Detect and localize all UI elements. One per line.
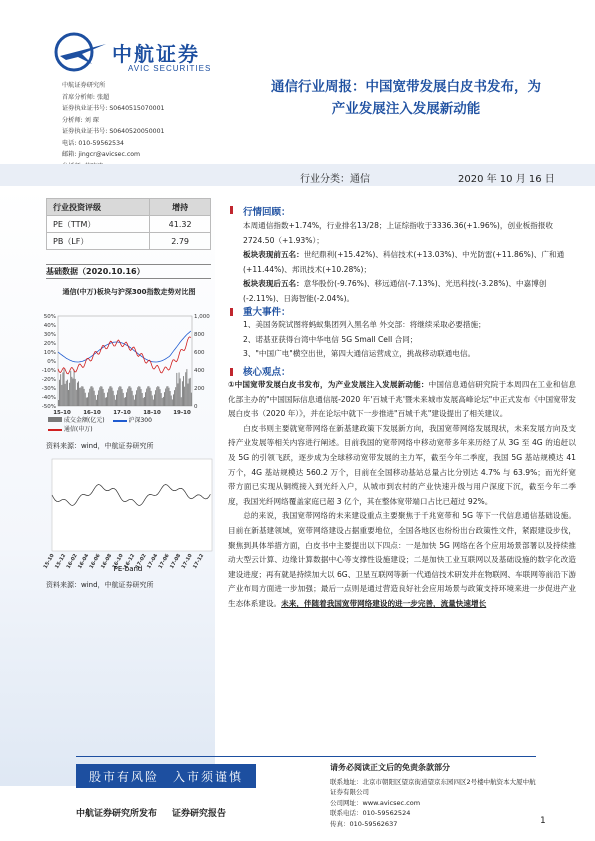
volume-bar (152, 395, 153, 406)
volume-bar (112, 388, 113, 406)
rating-table (46, 198, 211, 250)
y-tick-label: -10% (41, 368, 56, 374)
volume-bar (179, 373, 180, 406)
contact-line: 中航证券研究所 (62, 82, 106, 89)
x-tick-label: 17-08 (169, 553, 183, 570)
x-tick-label: 16-10 (111, 553, 125, 570)
volume-bar (146, 389, 147, 406)
top-five-text: 世纪鼎利(+15.42%)、科信技术(+13.03%)、中光防雷(+11.86%)、广和通(+11.44%)、邦讯技术(+10.28%)； (243, 250, 565, 274)
volume-bar (105, 398, 106, 406)
volume-bar (138, 386, 139, 406)
volume-bar (153, 400, 154, 406)
volume-bar (170, 391, 171, 406)
volume-bar (77, 383, 78, 406)
volume-bar (93, 388, 94, 406)
title-line: 产业发展注入发展新动能 (331, 101, 481, 117)
contact-line: 分析师: 刘 琛 (62, 116, 99, 124)
x-tick-label: 16-04 (77, 553, 91, 570)
volume-bar (125, 397, 126, 406)
volume-bar (167, 386, 168, 406)
volume-bar (135, 395, 136, 406)
volume-bar (164, 392, 165, 406)
x-tick-label: 17-06 (157, 553, 171, 570)
x-tick-label: 17-10 (180, 553, 194, 570)
volume-bar (103, 389, 104, 406)
chart1-legend (48, 415, 218, 433)
x-tick-label: 15-10 (42, 553, 56, 570)
paragraph-head: ①中国宽带发展白皮书发布，为产业发展注入发展新动能： (228, 380, 429, 389)
volume-bar (96, 400, 97, 406)
volume-bar (176, 373, 177, 406)
report-date: 2020 年 10 月 16 日 (458, 174, 555, 185)
y-tick-label: 50% (43, 314, 56, 320)
page-number: 1 (540, 816, 546, 826)
volume-bar (180, 378, 181, 406)
volume-bar (90, 386, 91, 406)
volume-bar (58, 400, 59, 406)
volume-bar (106, 397, 107, 406)
volume-bar (92, 386, 93, 406)
volume-bar (127, 389, 128, 406)
volume-bar (144, 397, 145, 406)
event-item: 1、美国务院试图将蚂蚁集团列入黑名单 外交部：将继续采取必要措施； (243, 320, 486, 329)
volume-bar (100, 386, 101, 406)
volume-bar (73, 379, 74, 406)
contact-line: 证券执业证书号: S0640515070001 (62, 105, 165, 112)
volume-bar (150, 388, 151, 406)
chart2-source: 资料来源：wind，中航证券研究所 (46, 581, 154, 589)
volume-bar (172, 399, 173, 406)
x-tick-label: 16-02 (65, 553, 79, 570)
events-heading: 重大事件： (243, 307, 291, 318)
volume-bar (123, 393, 124, 406)
avic-logo-icon (52, 30, 112, 74)
contact-line: 证券执业证书号: S0640520050001 (62, 128, 165, 135)
y-tick-label: 20% (43, 341, 56, 347)
paragraph (228, 378, 576, 422)
volume-bar (95, 395, 96, 406)
volume-bar (113, 391, 114, 406)
volume-bar (157, 386, 158, 406)
volume-bar (84, 389, 85, 406)
y-tick-label: 10% (43, 350, 56, 356)
pe-band-chart (40, 455, 216, 575)
x-tick-label: 15-10 (53, 410, 71, 416)
rating-header-label: 行业投资评级 (47, 199, 150, 216)
volume-bar (161, 393, 162, 406)
volume-bar (177, 383, 178, 406)
paragraph-body: 中国信息通信研究院于本周四在工业和信息化部主办的"中国国际信息通信展-2020 年'百城千兆'暨未来城市发展高峰论坛"中正式发布《中国宽带发展白皮书（2020 年）》，并在论坛中就下一步推进"百城千兆"建设提出了相关建议。 (228, 380, 576, 419)
volume-bar (147, 386, 148, 406)
y2-tick-label: 0 (194, 404, 198, 410)
footer-divider (76, 756, 536, 757)
y-tick-label: -50% (41, 404, 56, 410)
volume-bar (66, 381, 67, 406)
legend-volume: 成交金额(亿元) (63, 417, 105, 424)
report-type: 证券研究报告 (172, 809, 227, 819)
volume-bar (79, 388, 80, 406)
volume-bar (109, 386, 110, 406)
paragraph: 白皮书则主要就宽带网络在新基建政策下发展新方向，我国宽带网络发展现状，未来发展方向及支持产业发展等相关内容进行阐述。目前我国的宽带网络中移动宽带多年来历经了从 3G 至 4G 的追赶以及 5G 的引领飞跃，逐步成为全球移动宽带发展的主力军，截至今年二季度，我国 5G 基站规模达 41 万个，4G 基站规模达 560.2 万个，目前在全国移动基站总量占比分别达 4.7% 与 63.9%；而光纤宽带方面已实现从铜缆接入到光纤入户，从城市到农村的产业快速升级与用户深度下沉，截至今年二季度，我国光纤网络覆盖家庭已超 3 亿个，其在整体宽带端口占比已超过 92%。 (228, 423, 576, 506)
volume-bar (189, 379, 190, 406)
volume-bar (186, 369, 187, 406)
volume-bar (115, 400, 116, 406)
volume-bar (104, 393, 105, 406)
y-tick-label: -30% (41, 386, 56, 392)
volume-bar (116, 395, 117, 406)
volume-bar (62, 372, 63, 406)
volume-bar (71, 377, 72, 406)
volume-bar (159, 387, 160, 406)
event-item: 3、"中国广电"横空出世，第四大通信运营成立，挑战移动联通电信。 (243, 349, 476, 359)
brand-name-cn: 中航证券 (112, 42, 200, 66)
volume-bar (99, 387, 100, 406)
basic-data-heading: 基础数据（2020.10.16） (46, 264, 211, 279)
rating-header-value: 增持 (150, 199, 211, 216)
y2-tick-label: 1,000 (194, 314, 210, 320)
volume-bar (142, 393, 143, 406)
volume-bar (102, 387, 103, 406)
footer-address: 联系地址：北京市朝阳区望京街道望京东园四区2号楼中航资本大厦中航证券有限公司 (330, 777, 536, 796)
y-tick-label: -40% (41, 395, 56, 401)
y-tick-label: -20% (41, 377, 56, 383)
volume-bar (122, 389, 123, 406)
volume-bar (171, 395, 172, 406)
section-marker (230, 308, 233, 316)
volume-bar (133, 395, 134, 406)
y-tick-label: 0% (47, 359, 56, 365)
telecom-line (58, 337, 191, 374)
volume-bar (141, 389, 142, 406)
volume-bar (156, 387, 157, 406)
publisher: 中航证券研究所发布 (76, 809, 158, 819)
volume-bar (126, 392, 127, 406)
volume-bar (145, 392, 146, 406)
volume-bar (69, 383, 70, 406)
volume-bar (136, 390, 137, 406)
volume-bar (162, 398, 163, 406)
footer-fax: 传真：010-59562637 (330, 819, 398, 828)
x-tick-label: 17-12 (192, 553, 206, 570)
volume-bar (114, 395, 115, 406)
core-text (228, 378, 576, 612)
volume-bar (175, 387, 176, 406)
volume-bar (118, 387, 119, 406)
sector-label: 行业分类：通信 (300, 174, 370, 185)
volume-bar (169, 388, 170, 406)
volume-bar (184, 387, 185, 406)
rating-row-value: 41.32 (150, 216, 211, 233)
volume-bar (148, 386, 149, 406)
volume-bar (137, 387, 138, 406)
legend-telecom: 通信(申万) (63, 426, 93, 433)
volume-bar (155, 390, 156, 406)
volume-bar (166, 386, 167, 406)
footer-contact (330, 763, 540, 829)
y2-tick-label: 800 (194, 332, 205, 338)
bottom-five-text: 意华股份(-9.76%)、移远通信(-7.13%)、光迅科技(-3.28%)、中嘉博创(-2.11%)、日海智能(-2.04%)。 (243, 279, 547, 303)
x-tick-label: 15-12 (54, 553, 68, 570)
review-summary: 本周通信指数+1.74%，行业排名13/28；上证综指收于3336.36(+1.96%)，创业板指报收2724.50（+1.93%）； (243, 221, 554, 245)
volume-bar (160, 389, 161, 406)
volume-bar (88, 393, 89, 406)
volume-bar (61, 385, 62, 406)
volume-bar (83, 387, 84, 406)
index-trend-chart (40, 312, 216, 422)
event-item: 2、诺基亚获得台湾中华电信 5G Small Cell 合同； (243, 334, 418, 344)
volume-bar (76, 390, 77, 406)
volume-bar (173, 394, 174, 406)
volume-bar (86, 398, 87, 406)
volume-bar (151, 391, 152, 406)
section-marker (230, 206, 233, 214)
top-five-label: 板块表现前五名： (243, 250, 304, 260)
volume-bar (94, 391, 95, 406)
volume-bar (188, 384, 189, 406)
volume-bar (81, 386, 82, 406)
volume-bar (98, 390, 99, 406)
review-text (243, 219, 575, 307)
volume-bar (117, 390, 118, 406)
x-tick-label: 17-10 (113, 410, 131, 416)
contact-email[interactable]: 邮箱: jingcr@avicsec.com (62, 151, 141, 158)
risk-warning: 股市有风险 入市须谨慎 (88, 770, 243, 784)
volume-bar (132, 391, 133, 406)
x-tick-label: 18-10 (143, 410, 161, 416)
paragraph (228, 509, 576, 611)
x-tick-label: 16-06 (88, 553, 102, 570)
volume-bar (191, 393, 192, 406)
volume-bar (70, 371, 71, 406)
volume-bar (80, 387, 81, 406)
volume-bar (67, 380, 68, 406)
volume-bar (124, 398, 125, 406)
volume-bar (129, 386, 130, 406)
volume-bar (87, 397, 88, 406)
paragraph-body: 总的来说，我国宽带网络的未来建设重点主要聚焦于千兆宽带和 5G 等下一代信息通信基础设施。目前在新基建领域，宽带网络建设占据重要地位，全国各地区也纷纷出台政策性文件，紧跟建设步伐，聚焦到具体举措方面，白皮书中主要提出以下四点：一是加快 5G 网络在各个应用场景部署以及持续推动大型云计算、边缘计算数据中心等支撑性设施建设；二是加快工业互联网以及基础设施的数字化改造建设进度；再有就是持续加大以 6G、卫星互联网等新一代通信技术研发并在物联网、车联网等前沿下游产业布局方面进一步加强；最后一点则是通过营造良好社会应用场景与政策支持环境来进一步促进产业生态体系建设。 (228, 511, 576, 608)
volume-bar (74, 370, 75, 406)
y-tick-label: 40% (43, 323, 56, 329)
review-heading: 行情回顾： (243, 207, 291, 218)
volume-bar (108, 389, 109, 406)
volume-bar (185, 372, 186, 406)
volume-bar (190, 378, 191, 406)
section-marker (230, 368, 233, 376)
x-tick-label: 16-10 (83, 410, 101, 416)
rating-row-label: PB（LF） (47, 233, 150, 250)
x-tick-label: 17-04 (146, 553, 160, 570)
chart1-title: 通信(中万)板块与沪深300指数走势对比图 (62, 288, 196, 296)
volume-bar (75, 379, 76, 406)
volume-bar (174, 390, 175, 406)
volume-bars (58, 369, 192, 406)
x-tick-label: 19-10 (173, 410, 191, 416)
volume-bar (140, 387, 141, 406)
footer-phone: 联系电话：010-59562524 (330, 809, 411, 817)
volume-bar (107, 392, 108, 406)
rating-row-label: PE（TTM） (47, 216, 150, 233)
y2-tick-label: 200 (194, 386, 205, 392)
volume-bar (143, 398, 144, 406)
brand-name-en: AVIC SECURITIES (128, 64, 212, 73)
volume-bar (121, 387, 122, 406)
x-tick-label: 16-08 (100, 553, 114, 570)
disclaimer-heading: 请务必阅读正文后的免责条款部分 (330, 763, 450, 772)
contact-line: 电话: 010-59562534 (62, 139, 124, 147)
volume-bar (64, 369, 65, 406)
volume-bar (183, 376, 184, 406)
volume-bar (163, 397, 164, 406)
volume-bar (78, 381, 79, 406)
contact-line: 首席分析师: 张超 (62, 93, 110, 101)
volume-bar (68, 390, 69, 406)
y-tick-label: 30% (43, 332, 56, 338)
legend-csi300: 沪深300 (128, 417, 152, 424)
csi300-line (58, 331, 191, 362)
volume-bar (119, 386, 120, 406)
chart1-source: 资料来源：wind，中航证券研究所 (46, 442, 154, 450)
volume-bar (89, 389, 90, 406)
volume-bar (165, 389, 166, 406)
volume-bar (128, 386, 129, 406)
bottom-five-label: 板块表现后五名： (243, 279, 304, 289)
y2-tick-label: 400 (194, 368, 205, 374)
events-list (243, 318, 575, 362)
volume-bar (97, 395, 98, 406)
volume-bar (65, 384, 66, 406)
footer-website[interactable]: 公司网址：www.avicsec.com (330, 798, 421, 807)
core-heading: 核心观点： (243, 367, 291, 378)
volume-bar (110, 386, 111, 406)
paragraph-bold: 未来，伴随着我国宽带网络建设的进一步完善，流量快速增长 (281, 598, 487, 608)
rating-row-value: 2.79 (150, 233, 211, 250)
volume-bar (60, 374, 61, 406)
volume-bar (85, 393, 86, 406)
title-line: 通信行业周报：中国宽带发展白皮书发布，为 (271, 79, 541, 95)
volume-bar (154, 394, 155, 406)
volume-bar (181, 397, 182, 406)
volume-bar (134, 400, 135, 406)
volume-bar (182, 381, 183, 406)
volume-bar (59, 380, 60, 406)
report-title (236, 76, 576, 120)
volume-bar (131, 388, 132, 406)
pe-band-label: PE-band (113, 565, 143, 573)
x-tick-label: 17-02 (134, 553, 148, 570)
x-tick-label: 16-12 (123, 553, 137, 570)
y2-tick-label: 600 (194, 350, 205, 356)
